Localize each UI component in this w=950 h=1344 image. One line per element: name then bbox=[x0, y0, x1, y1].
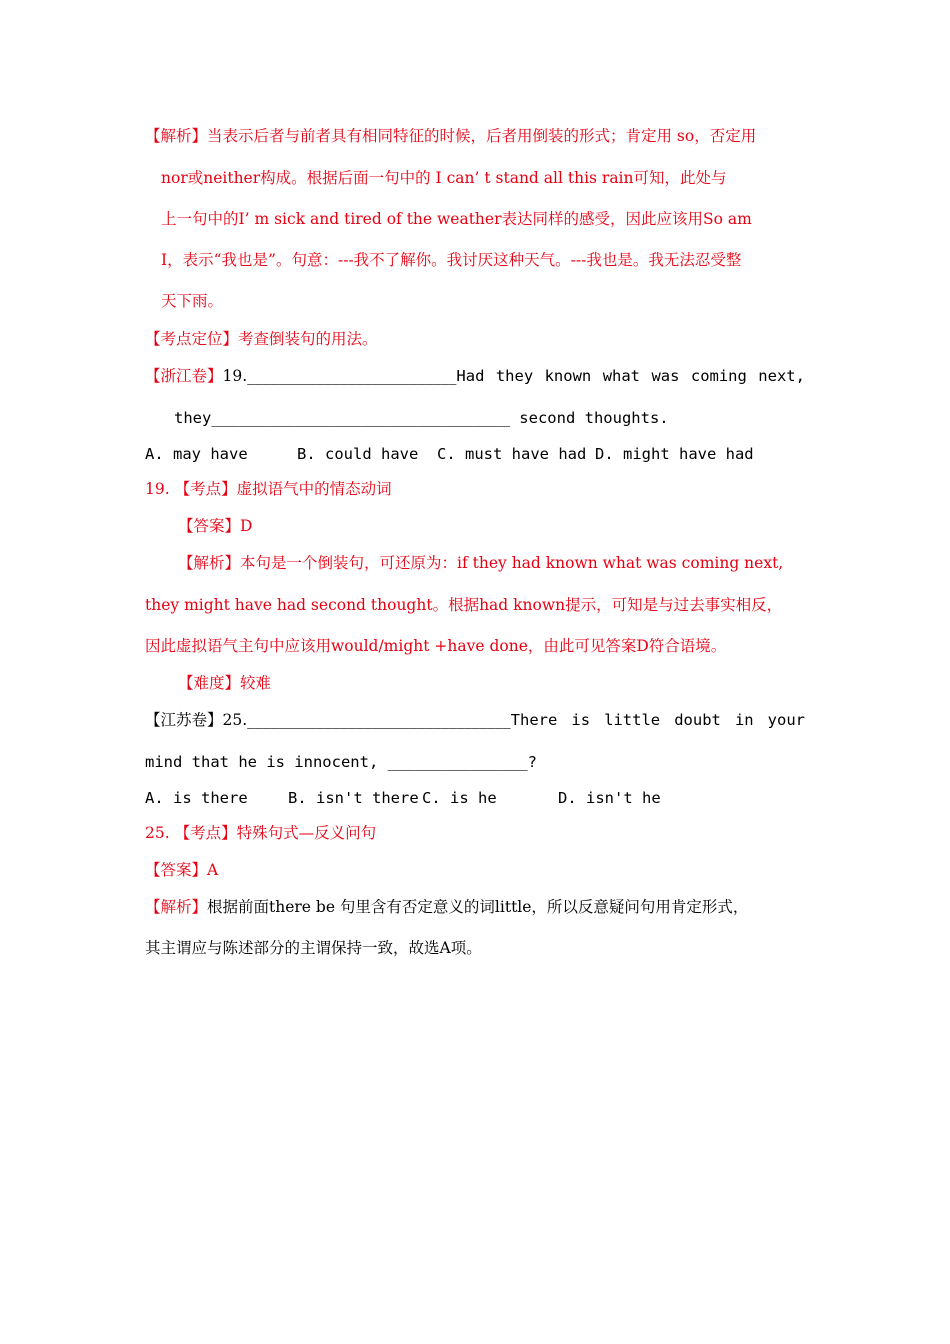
q19-blank-2: ________________________________ bbox=[211, 409, 510, 427]
q19-analysis-3: 因此虚拟语气主句中应该用would/might +have done，由此可见答案D符合语境。 bbox=[145, 637, 727, 655]
analysis-line-4: I，表示“我也是”。句意：---我不了解你。我讨厌这种天气。---我也是。我无法忍受整 bbox=[161, 251, 742, 269]
q25-word: little bbox=[604, 711, 661, 729]
q19-number: 19. bbox=[222, 367, 248, 385]
q25-word: is bbox=[571, 711, 591, 729]
q19-word: was bbox=[651, 367, 680, 385]
q25-option-b: B. isn't there bbox=[288, 789, 419, 807]
analysis-line-1: 【解析】当表示后者与前者具有相同特征的时候，后者用倒装的形式；肯定用 so，否定用 bbox=[145, 127, 757, 145]
q19-difficulty: 【难度】较难 bbox=[178, 674, 272, 692]
q19-line2-suffix: second thoughts. bbox=[519, 409, 669, 427]
q19-source: 【浙江卷】 bbox=[145, 367, 223, 385]
q19-word: what bbox=[602, 367, 641, 385]
kaodian-dingwei: 【考点定位】考查倒装句的用法。 bbox=[145, 330, 378, 348]
q19-word: coming bbox=[690, 367, 747, 385]
analysis-line-3: 上一句中的I’ m sick and tired of the weather表达同样的感受，因此应该用So am bbox=[161, 210, 752, 228]
q19-analysis-2: they might have had second thought。根据had known提示，可知是与过去事实相反， bbox=[145, 596, 783, 614]
q25-word: There bbox=[510, 711, 558, 729]
q19-word: next, bbox=[758, 367, 805, 385]
q25-word: in bbox=[734, 711, 754, 729]
q19-option-c: C. must have had bbox=[437, 445, 587, 463]
q19-kaodian: 19. 【考点】虚拟语气中的情态动词 bbox=[145, 480, 392, 498]
q25-analysis-1 bbox=[145, 897, 748, 917]
analysis-line-5: 天下雨。 bbox=[161, 292, 224, 310]
q25-kaodian: 25. 【考点】特殊句式—反义问句 bbox=[145, 824, 377, 842]
q19-line2-prefix: they bbox=[174, 409, 212, 427]
q25-number: 25. bbox=[222, 711, 248, 729]
q19-options bbox=[145, 444, 754, 464]
q25-option-c: C. is he bbox=[422, 789, 497, 807]
q19-option-d: D. might have had bbox=[595, 445, 754, 463]
q25-source: 【江苏卷】 bbox=[145, 711, 223, 729]
q25-analysis-label: 【解析】 bbox=[145, 898, 208, 916]
q25-option-d: D. isn't he bbox=[558, 789, 661, 807]
q19-stem-words bbox=[456, 366, 805, 386]
q19-word: Had bbox=[456, 367, 485, 385]
q19-option-a: A. may have bbox=[145, 445, 248, 463]
q25-analysis-text-1: 根据前面there be 句里含有否定意义的词little，所以反意疑问句用肯定形式， bbox=[207, 898, 749, 916]
q25-stem-words bbox=[511, 710, 805, 730]
q25-stem-line-1 bbox=[145, 710, 805, 730]
q19-analysis-1: 【解析】本句是一个倒装句，可还原为：if they had known what was coming next, bbox=[178, 554, 784, 572]
q25-option-a: A. is there bbox=[145, 789, 248, 807]
q19-word: they bbox=[495, 367, 534, 385]
q25-answer: 【答案】A bbox=[145, 861, 219, 879]
q25-word: your bbox=[767, 711, 805, 729]
q25-blank-1: __________________________________ bbox=[247, 711, 511, 729]
analysis-line-2: nor或neither构成。根据后面一句中的 I can’ t stand all this rain可知，此处与 bbox=[161, 169, 727, 187]
q19-word: known bbox=[544, 367, 592, 385]
q25-options bbox=[145, 788, 661, 808]
q25-stem-line-2: mind that he is innocent, _______________? bbox=[145, 753, 537, 771]
q25-word: doubt bbox=[674, 711, 721, 729]
q19-option-b: B. could have bbox=[297, 445, 419, 463]
q19-answer: 【答案】D bbox=[178, 517, 253, 535]
q19-stem-line-2 bbox=[174, 408, 669, 428]
q19-stem-line-1 bbox=[145, 366, 805, 386]
q19-blank-1: ___________________________ bbox=[247, 367, 457, 385]
q25-analysis-2: 其主谓应与陈述部分的主谓保持一致，故选A项。 bbox=[145, 939, 482, 957]
